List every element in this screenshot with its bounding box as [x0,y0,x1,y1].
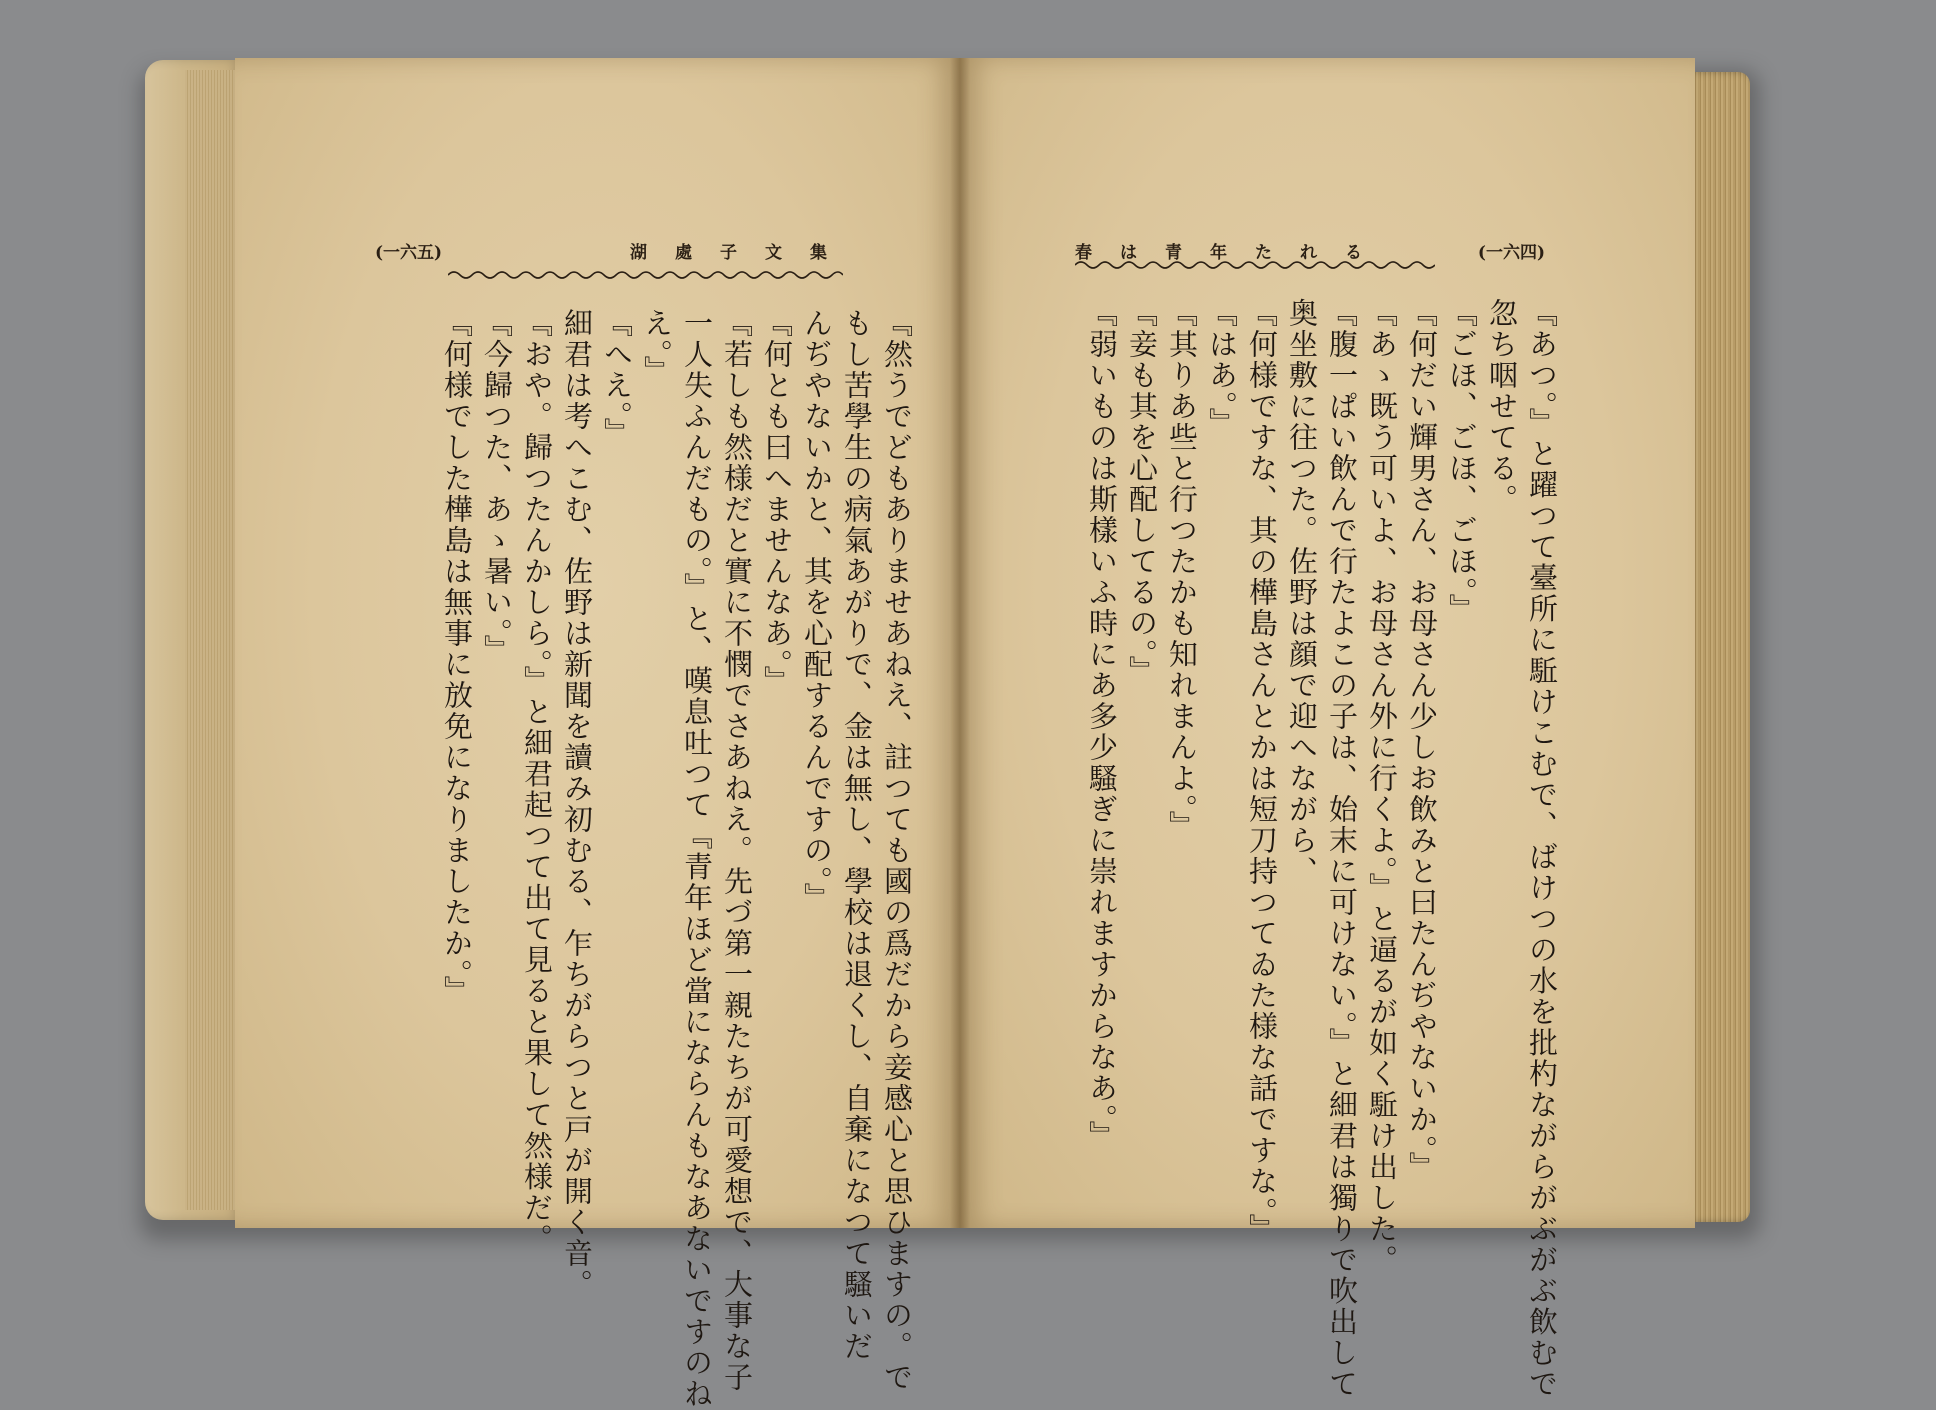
text-line: 『何様ですな、其の樺島さんとかは短刀持つてゐた様な話ですな。』 [1245,298,1279,1245]
text-line: もし苦學生の病氣あがりで、金は無し、學校は退くし、自棄になつて騷いだ [840,308,874,1362]
right-header-rule [1075,258,1435,272]
right-page-body [1002,298,1562,1400]
left-page-header [375,236,855,264]
book-gutter [950,58,970,1228]
text-line: 細君は考へこむ、佐野は新聞を讀み初むる、乍ちがらつと戸が開く音。 [560,308,594,1300]
left-page-number: (一六五) [375,242,443,263]
text-line: 『何とも曰へませんなあ。』 [760,308,794,697]
left-header-rule [448,268,843,282]
text-line: 『あつ。』と躍つて臺所に駈けこむで、ばけつの水を批杓ながらがぶがぶ飲むで [1525,298,1559,1400]
text-line: 『其りあ些と行つたかも知れまんよ。』 [1165,298,1199,842]
text-line: 『若しも然様だと實に不憫でさあねえ。先づ第一親たちが可愛想で、大事な子 [720,308,754,1393]
text-line: 『へえ。』 [600,308,634,449]
left-running-title: 湖處子文集 [630,242,855,263]
left-page-body [362,308,917,1410]
text-line: 『何様でした樺島は無事に放免になりましたか。』 [440,308,474,1007]
text-line: 『何だい輝男さん、お母さん少しお飲みと曰たんぢやないか。』 [1405,298,1439,1183]
text-line: 『はあ。』 [1205,298,1239,439]
right-running-title: 春は青年たれる [1075,242,1390,263]
text-line: 『然うでどもありませあねえ、註つても國の爲だから妾感心と思ひますの。で [880,308,914,1393]
text-line: 『今歸つた、あゝ暑い。』 [480,308,514,666]
text-line: え。』 [640,308,674,387]
left-page-edges [145,60,240,1220]
text-line: 『あゝ既う可いよ、お母さん外に行くよ。』と逼るが如く駈け出した。 [1365,298,1399,1276]
right-page-number: (一六四) [1477,242,1545,263]
text-line: 『妾も其を心配してるの。』 [1125,298,1159,687]
text-line: 『弱いものは斯樣いふ時にあ多少騷ぎに崇れますからなあ。』 [1085,298,1119,1152]
text-line: 『おや。歸つたんかしら。』と細君起つて出て見ると果して然様だ。 [520,308,554,1255]
text-line: んぢやないかと、其を心配するんですの。』 [800,308,834,914]
right-page-edges [1688,72,1750,1222]
text-line: 忽ち咽せてる。 [1485,298,1519,515]
text-line: 『ごほ、ごほ、ごほ。』 [1445,298,1479,625]
text-line: 一人失ふんだもの。』と、嘆息吐つて『青年ほど當にならんもなあないですのね [680,308,714,1410]
text-line: 奥坐敷に往つた。佐野は顔で迎へながら、 [1285,298,1319,887]
text-line: 『腹一ぱい飲んで行たよこの子は、始末に可けない。』と細君は獨りで吹出して [1325,298,1359,1400]
